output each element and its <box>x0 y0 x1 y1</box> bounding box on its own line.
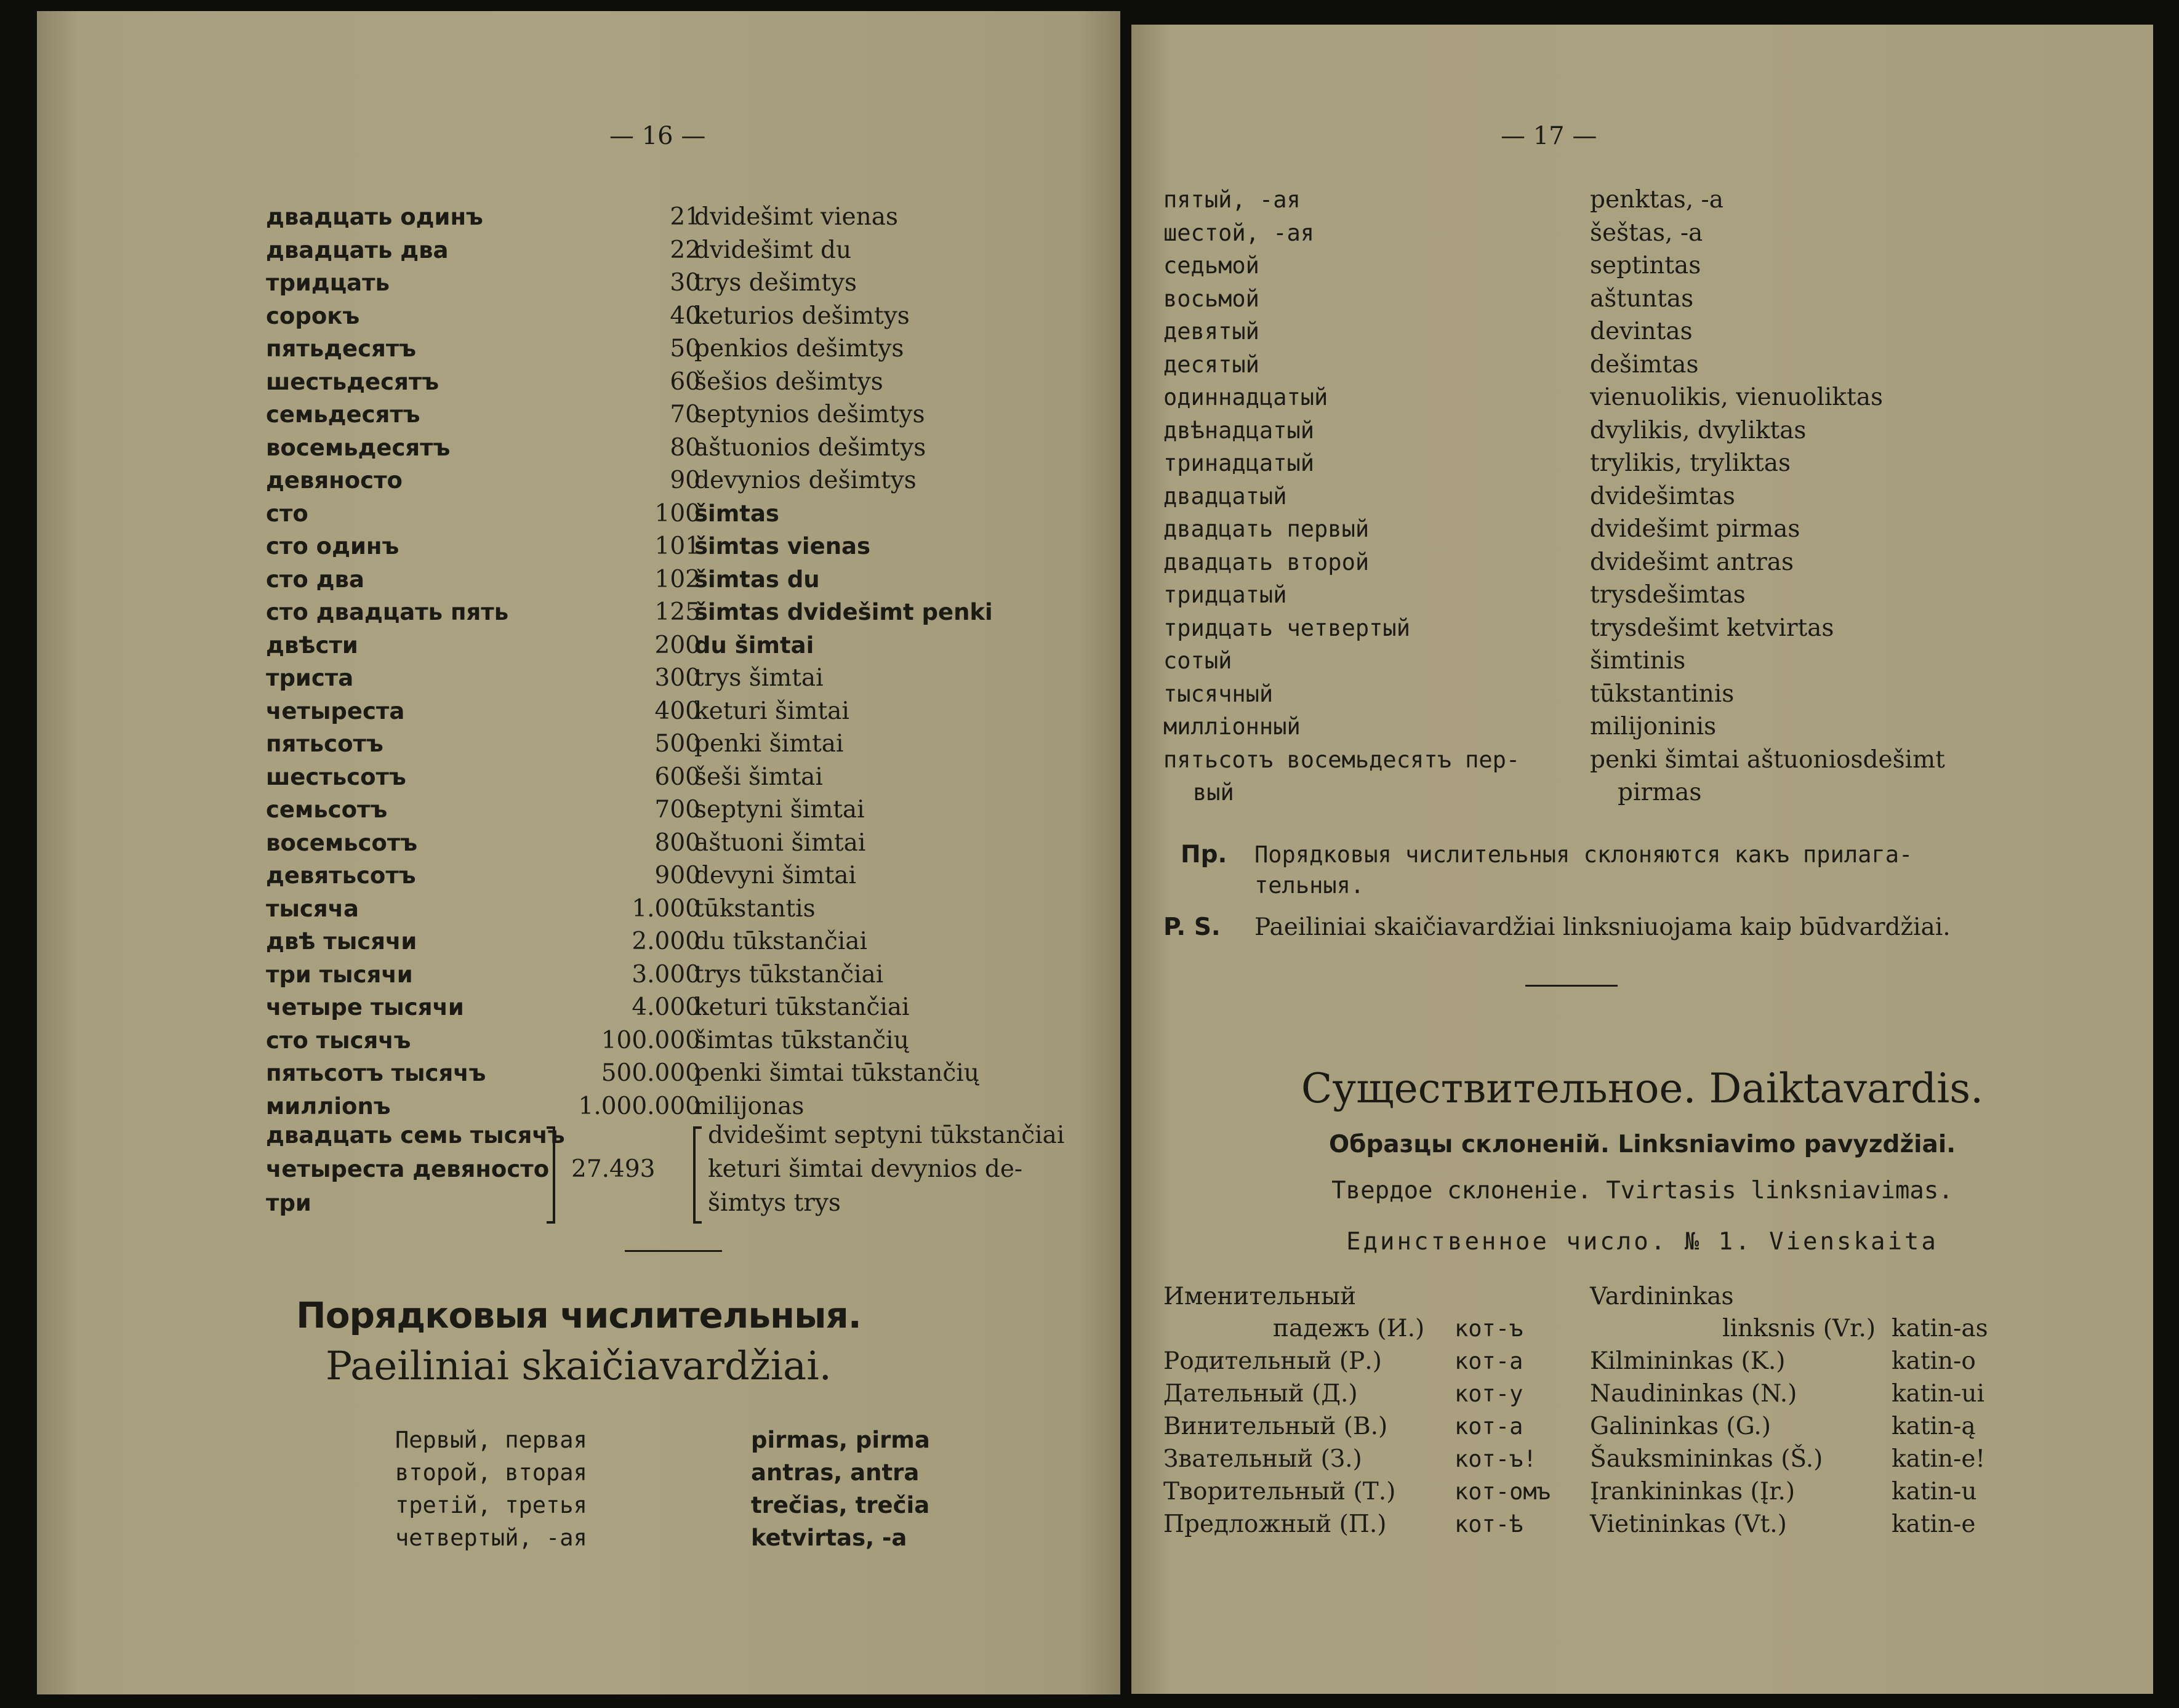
cardinal-ru: сто двадцать пять <box>266 599 509 625</box>
ordinal-ru: тринадцатый <box>1163 450 1315 476</box>
cardinal-lt: penki šimtai <box>694 730 844 758</box>
ordinal-ru: шестой, -ая <box>1163 219 1315 246</box>
cardinal-ru: пятьдесятъ <box>266 335 417 362</box>
cardinal-number: 30 <box>670 269 700 297</box>
case-ru-name: Именительный <box>1163 1283 1357 1310</box>
left-page <box>37 11 1120 1694</box>
cardinal-lt: šešios dešimtys <box>694 367 883 396</box>
ordinal-lt: dvidešimtas <box>1590 482 1735 510</box>
cardinal-number: 600 <box>654 763 700 791</box>
case-ru-name: Предложный (П.) <box>1163 1510 1387 1538</box>
ordinal-ru: восьмой <box>1163 285 1259 312</box>
case-ru-name: Родительный (Р.) <box>1163 1347 1382 1375</box>
case-lt-name: Kilmininkas (K.) <box>1590 1347 1786 1375</box>
cardinal-lt: trys tūkstančiai <box>694 960 884 988</box>
cardinal-ru: двадцать два <box>266 236 449 263</box>
case-lt-name: Įrankininkas (Įr.) <box>1590 1478 1796 1506</box>
case-lt-form: katin-e! <box>1892 1445 1986 1473</box>
ordinal-ru: десятый <box>1163 351 1259 378</box>
case-ru-form: кот-ъ! <box>1455 1446 1537 1472</box>
ordinal-lt: vienuolikis, vienuoliktas <box>1590 383 1883 411</box>
cardinal-ru: четыре тысячи <box>266 994 464 1020</box>
ordinal-ru: милліонный <box>1163 713 1301 740</box>
page-number-left: — 16 — <box>609 122 706 150</box>
cardinal-lt: dvidešimt vienas <box>694 203 899 231</box>
cardinal-ru: шестьсотъ <box>266 763 406 790</box>
cardinal-number: 4.000 <box>632 993 700 1021</box>
case-ru-form: кот-ъ <box>1455 1315 1523 1342</box>
ordinal-ru: одиннадцатый <box>1163 384 1328 411</box>
ordinal-lt: tūkstantinis <box>1590 680 1735 708</box>
ordinal-ru: Первый, первая <box>395 1427 587 1453</box>
case-lt-name: Galininkas (G.) <box>1590 1413 1771 1440</box>
compound-ru-line: три <box>266 1190 311 1216</box>
cardinal-number: 90 <box>670 467 700 494</box>
note-ru-line: тельныя. <box>1254 872 1365 899</box>
case-lt-form: katin-ui <box>1892 1380 1984 1408</box>
cardinal-ru: девятьсотъ <box>266 862 416 889</box>
case-ru-name: Творительный (Т.) <box>1163 1478 1396 1506</box>
right-brace <box>547 1126 555 1224</box>
ordinal-ru: двѣнадцатый <box>1163 417 1315 444</box>
page-number-right: — 17 — <box>1501 122 1597 150</box>
compound-lt-line: keturi šimtai devynios de- <box>708 1155 1023 1183</box>
ordinal-lt: šimtinis <box>1590 647 1686 675</box>
ordinal-ru: тридцатый <box>1163 582 1287 608</box>
cardinal-lt: devyni šimtai <box>694 862 856 889</box>
cardinal-lt: šimtas tūkstančių <box>694 1026 909 1054</box>
ordinal-ru: двадцать первый <box>1163 516 1370 542</box>
cardinal-number: 1.000 <box>632 894 700 923</box>
case-ru-name: Дательный (Д.) <box>1163 1380 1358 1408</box>
cardinal-number: 2.000 <box>632 928 700 955</box>
cardinal-number: 300 <box>654 664 700 692</box>
cardinal-lt: trys dešimtys <box>694 269 857 297</box>
cardinal-ru: двѣсти <box>266 631 358 659</box>
case-lt-name: Vietininkas (Vt.) <box>1590 1510 1787 1538</box>
ordinal-ru: вый <box>1193 779 1234 806</box>
cardinal-ru: двадцать одинъ <box>266 204 483 230</box>
ordinal-ru: двадцатый <box>1163 483 1287 510</box>
ordinal-lt: dvylikis, dvyliktas <box>1590 416 1807 444</box>
cardinal-ru: девяносто <box>266 467 403 494</box>
cardinal-lt: trys šimtai <box>694 664 824 692</box>
cardinal-number: 21 <box>670 203 700 231</box>
cardinal-number: 400 <box>654 697 700 725</box>
note-ru-line: Порядковыя числительныя склоняются какъ прилага- <box>1254 841 1913 868</box>
cardinal-lt: septynios dešimtys <box>694 401 925 428</box>
ordinal-lt: trylikis, tryliktas <box>1590 449 1791 477</box>
compound-ru-line: четыреста девяносто <box>266 1156 550 1182</box>
cardinal-number: 60 <box>670 367 700 396</box>
ordinal-ru: второй, вторая <box>395 1459 587 1486</box>
ordinal-lt: trysdešimt ketvirtas <box>1590 614 1834 642</box>
ordinal-lt: milijoninis <box>1590 713 1717 740</box>
case-lt-form: katin-ą <box>1892 1413 1976 1440</box>
ordinal-ru: седьмой <box>1163 252 1259 279</box>
ordinal-lt: pirmas <box>1618 779 1702 806</box>
cardinal-ru: три тысячи <box>266 961 413 988</box>
cardinal-ru: семьсотъ <box>266 796 388 823</box>
cardinal-ru: сто два <box>266 566 364 593</box>
cardinal-number: 500 <box>654 730 700 758</box>
cardinal-lt: šimtas dvidešimt penki <box>694 599 993 625</box>
ordinal-ru: двадцать второй <box>1163 548 1370 575</box>
compound-lt-line: dvidešimt septyni tūkstančiai <box>708 1121 1065 1149</box>
cardinal-lt: keturios dešimtys <box>694 302 910 330</box>
cardinal-ru: четыреста <box>266 697 405 724</box>
cardinal-number: 101 <box>654 532 700 560</box>
case-lt-form: katin-o <box>1892 1347 1976 1375</box>
ordinal-lt: devintas <box>1590 318 1693 345</box>
case-lt-name: Vardininkas <box>1590 1283 1734 1310</box>
case-ru-name: Звательный (З.) <box>1163 1445 1362 1473</box>
ordinal-ru: тысячный <box>1163 680 1274 707</box>
hard-declension-heading: Твердое склоненіе. Tvirtasis linksniavimas. <box>1331 1177 1953 1205</box>
ordinal-title-ru: Порядковыя числительныя. <box>296 1294 861 1336</box>
left-brace <box>693 1126 702 1224</box>
case-ru-form: кот-а <box>1455 1413 1523 1440</box>
case-ru-form: кот-ѣ <box>1455 1511 1523 1538</box>
compound-ru-line: двадцать семь тысячъ <box>266 1122 565 1149</box>
cardinal-number: 125 <box>654 598 700 626</box>
cardinal-ru: шестьдесятъ <box>266 368 439 395</box>
ordinal-ru: третій, третья <box>395 1492 587 1518</box>
cardinal-number: 700 <box>654 796 700 824</box>
case-ru-name: падежъ (И.) <box>1273 1315 1425 1342</box>
cardinal-lt: devynios dešimtys <box>694 467 917 494</box>
cardinal-ru: тридцать <box>266 270 390 296</box>
note-lt: Paeiliniai skaičiavardžiai linksniuojama kaip būdvardžiai. <box>1254 913 1951 941</box>
section-divider <box>1525 985 1618 987</box>
ordinal-ru: пятьсотъ восемьдесятъ пер- <box>1163 746 1520 773</box>
case-lt-form: katin-u <box>1892 1478 1977 1506</box>
cardinal-lt: septyni šimtai <box>694 796 865 824</box>
ordinal-ru: сотый <box>1163 648 1232 674</box>
cardinal-lt: penkios dešimtys <box>694 335 904 363</box>
ordinal-lt: pirmas, pirma <box>751 1427 930 1453</box>
case-lt-name: Šauksmininkas (Š.) <box>1590 1445 1823 1473</box>
cardinal-lt: keturi šimtai <box>694 697 849 725</box>
cardinal-ru: сто тысячъ <box>266 1027 411 1054</box>
cardinal-ru: восемьсотъ <box>266 829 418 856</box>
cardinal-ru: пятьсотъ тысячъ <box>266 1060 486 1086</box>
cardinal-ru: двѣ тысячи <box>266 928 417 955</box>
cardinal-number: 70 <box>670 401 700 428</box>
cardinal-number: 40 <box>670 302 700 330</box>
declension-title: Образцы склоненій. Linksniavimo pavyzdžiai. <box>1328 1131 1956 1158</box>
cardinal-lt: penki šimtai tūkstančių <box>694 1059 979 1087</box>
cardinal-number: 80 <box>670 433 700 462</box>
ordinal-lt: šeštas, -a <box>1590 219 1703 247</box>
ordinal-lt: trysdešimtas <box>1590 581 1746 609</box>
cardinal-lt: šimtas du <box>694 566 820 593</box>
ordinal-lt: penktas, -a <box>1590 186 1724 214</box>
case-lt-name: linksnis (Vr.) <box>1722 1315 1876 1342</box>
cardinal-number: 800 <box>654 828 700 857</box>
ordinal-ru: пятый, -ая <box>1163 186 1301 213</box>
cardinal-lt: aštuoni šimtai <box>694 828 866 857</box>
cardinal-number: 1.000.000 <box>578 1092 700 1120</box>
case-lt-name: Naudininkas (N.) <box>1590 1380 1797 1408</box>
cardinal-ru: семьдесятъ <box>266 401 420 428</box>
cardinal-number: 500.000 <box>601 1059 700 1087</box>
ordinal-lt: dvidešimt pirmas <box>1590 515 1800 543</box>
cardinal-ru: восемьдесятъ <box>266 434 451 461</box>
ordinal-title-lt: Paeiliniai skaičiavardžiai. <box>325 1344 832 1389</box>
case-ru-form: кот-у <box>1455 1381 1523 1407</box>
cardinal-ru: сто одинъ <box>266 533 399 559</box>
section-divider <box>625 1250 722 1252</box>
cardinal-number: 22 <box>670 236 700 264</box>
cardinal-lt: du tūkstančiai <box>694 928 867 955</box>
cardinal-number: 3.000 <box>632 960 700 988</box>
cardinal-number: 102 <box>654 565 700 593</box>
ordinal-lt: trečias, trečia <box>751 1492 930 1518</box>
ordinal-lt: ketvirtas, -a <box>751 1525 907 1551</box>
ordinal-ru: четвертый, -ая <box>395 1525 587 1551</box>
cardinal-ru: сто <box>266 500 308 527</box>
cardinal-ru: сорокъ <box>266 302 360 329</box>
case-ru-name: Винительный (В.) <box>1163 1413 1388 1440</box>
case-ru-form: кот-а <box>1455 1348 1523 1374</box>
cardinal-lt: aštuonios dešimtys <box>694 433 926 462</box>
cardinal-number: 100.000 <box>601 1026 700 1054</box>
noun-title: Существительное. Daiktavardis. <box>1301 1065 1984 1112</box>
right-page <box>1131 25 2153 1694</box>
note-lt-label: P. S. <box>1163 913 1221 941</box>
note-ru-label: Пр. <box>1181 841 1227 868</box>
cardinal-lt: keturi tūkstančiai <box>694 993 910 1021</box>
case-lt-form: katin-e <box>1892 1510 1976 1538</box>
ordinal-lt: dešimtas <box>1590 350 1699 379</box>
cardinal-lt: šimtas <box>694 500 779 527</box>
case-lt-form: katin-as <box>1892 1315 1988 1342</box>
cardinal-number: 900 <box>654 862 700 889</box>
cardinal-number: 50 <box>670 335 700 363</box>
ordinal-lt: septintas <box>1590 252 1701 279</box>
ordinal-lt: dvidešimt antras <box>1590 548 1794 576</box>
cardinal-lt: dvidešimt du <box>694 236 852 264</box>
cardinal-lt: šeši šimtai <box>694 763 823 791</box>
ordinal-ru: тридцать четвертый <box>1163 614 1410 641</box>
ordinal-lt: antras, antra <box>751 1459 920 1486</box>
ordinal-lt: penki šimtai aštuoniosdešimt <box>1590 745 1945 774</box>
compound-number: 27.493 <box>571 1155 656 1183</box>
case-ru-form: кот-омъ <box>1455 1478 1551 1505</box>
compound-lt-line: šimtys trys <box>708 1189 841 1217</box>
ordinal-ru: девятый <box>1163 318 1259 345</box>
cardinal-ru: пятьсотъ <box>266 731 383 757</box>
cardinal-ru: миллionъ <box>266 1093 391 1120</box>
singular-heading: Единственное число. № 1. Vienskaita <box>1346 1228 1938 1256</box>
cardinal-number: 200 <box>654 631 700 659</box>
cardinal-lt: šimtas vienas <box>694 533 871 559</box>
cardinal-number: 100 <box>654 499 700 527</box>
ordinal-lt: aštuntas <box>1590 284 1694 313</box>
cardinal-ru: триста <box>266 665 354 691</box>
cardinal-lt: milijonas <box>694 1092 805 1120</box>
cardinal-lt: tūkstantis <box>694 894 816 923</box>
cardinal-ru: тысяча <box>266 895 359 922</box>
cardinal-lt: du šimtai <box>694 631 814 659</box>
